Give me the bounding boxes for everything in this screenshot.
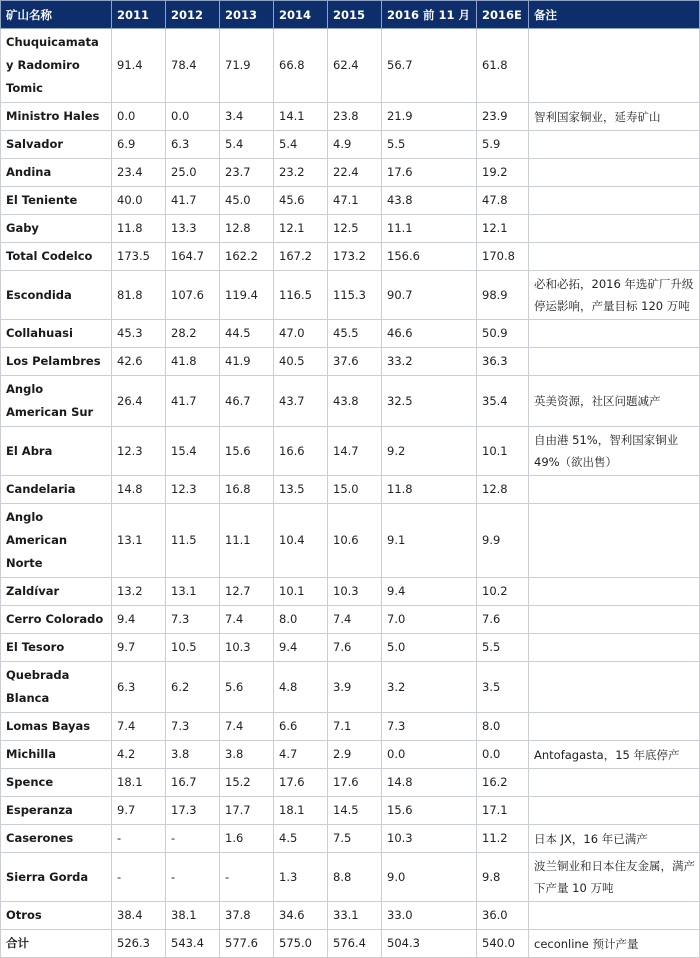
table-row <box>1 713 700 741</box>
value-cell: 7.0 <box>382 606 477 634</box>
value-cell: 4.2 <box>112 741 166 769</box>
note-cell <box>529 902 700 930</box>
value-cell: 164.7 <box>166 243 220 271</box>
table-row <box>1 606 700 634</box>
value-cell: 14.1 <box>274 103 328 131</box>
value-cell: 14.8 <box>382 769 477 797</box>
value-cell: 10.6 <box>328 504 382 578</box>
value-cell: 7.6 <box>477 606 529 634</box>
value-cell: 3.4 <box>220 103 274 131</box>
value-cell: 12.8 <box>220 215 274 243</box>
value-cell: 173.5 <box>112 243 166 271</box>
value-cell: 7.4 <box>220 713 274 741</box>
value-cell: 45.5 <box>328 320 382 348</box>
mine-name-cell: El Tesoro <box>1 634 112 662</box>
value-cell: 47.1 <box>328 187 382 215</box>
value-cell: 577.6 <box>220 930 274 958</box>
value-cell: 8.0 <box>274 606 328 634</box>
value-cell: 11.2 <box>477 825 529 853</box>
value-cell: 119.4 <box>220 271 274 320</box>
mine-name-cell: Sierra Gorda <box>1 853 112 902</box>
value-cell: 91.4 <box>112 29 166 103</box>
value-cell: 16.7 <box>166 769 220 797</box>
value-cell: 15.6 <box>382 797 477 825</box>
value-cell: 78.4 <box>166 29 220 103</box>
value-cell: 25.0 <box>166 159 220 187</box>
value-cell: 0.0 <box>112 103 166 131</box>
column-header: 2015 <box>328 1 382 29</box>
value-cell: 5.5 <box>382 131 477 159</box>
value-cell: 36.0 <box>477 902 529 930</box>
value-cell: 116.5 <box>274 271 328 320</box>
note-cell <box>529 769 700 797</box>
value-cell: 162.2 <box>220 243 274 271</box>
table-row <box>1 320 700 348</box>
value-cell: 8.0 <box>477 713 529 741</box>
value-cell: 9.0 <box>382 853 477 902</box>
table-body <box>1 29 700 958</box>
value-cell: 7.3 <box>382 713 477 741</box>
value-cell: 9.4 <box>112 606 166 634</box>
value-cell: 61.8 <box>477 29 529 103</box>
value-cell: 526.3 <box>112 930 166 958</box>
value-cell: 16.8 <box>220 476 274 504</box>
mine-name-cell: Salvador <box>1 131 112 159</box>
table-row <box>1 103 700 131</box>
table-row <box>1 476 700 504</box>
value-cell: 46.7 <box>220 376 274 427</box>
value-cell: 43.8 <box>382 187 477 215</box>
value-cell: 14.7 <box>328 427 382 476</box>
note-cell: ceconline 预计产量 <box>529 930 700 958</box>
value-cell: 23.4 <box>112 159 166 187</box>
table-row <box>1 427 700 476</box>
table-row <box>1 769 700 797</box>
value-cell: 543.4 <box>166 930 220 958</box>
value-cell: 17.6 <box>382 159 477 187</box>
value-cell: 11.1 <box>382 215 477 243</box>
mine-name-cell: Lomas Bayas <box>1 713 112 741</box>
value-cell: 9.8 <box>477 853 529 902</box>
value-cell: 0.0 <box>477 741 529 769</box>
note-cell <box>529 243 700 271</box>
note-cell <box>529 215 700 243</box>
note-cell: 日本 JX，16 年已满产 <box>529 825 700 853</box>
value-cell: 17.7 <box>220 797 274 825</box>
column-header: 2016 前 11 月 <box>382 1 477 29</box>
note-cell <box>529 797 700 825</box>
value-cell: 10.1 <box>477 427 529 476</box>
table-row <box>1 29 700 103</box>
value-cell: - <box>166 825 220 853</box>
value-cell: 36.3 <box>477 348 529 376</box>
value-cell: 12.7 <box>220 578 274 606</box>
value-cell: - <box>166 853 220 902</box>
value-cell: 12.1 <box>477 215 529 243</box>
note-cell <box>529 606 700 634</box>
value-cell: 173.2 <box>328 243 382 271</box>
value-cell: - <box>112 853 166 902</box>
value-cell: 0.0 <box>382 741 477 769</box>
note-cell <box>529 348 700 376</box>
mine-name-cell: Spence <box>1 769 112 797</box>
value-cell: 23.7 <box>220 159 274 187</box>
value-cell: 4.8 <box>274 662 328 713</box>
value-cell: 107.6 <box>166 271 220 320</box>
value-cell: 11.8 <box>382 476 477 504</box>
value-cell: 17.6 <box>274 769 328 797</box>
value-cell: 9.2 <box>382 427 477 476</box>
value-cell: 5.4 <box>274 131 328 159</box>
value-cell: 10.3 <box>382 825 477 853</box>
value-cell: 13.5 <box>274 476 328 504</box>
note-cell: 必和必拓，2016 年选矿厂升级停运影响，产量目标 120 万吨 <box>529 271 700 320</box>
value-cell: 23.9 <box>477 103 529 131</box>
value-cell: 21.9 <box>382 103 477 131</box>
value-cell: 66.8 <box>274 29 328 103</box>
value-cell: 576.4 <box>328 930 382 958</box>
value-cell: 45.3 <box>112 320 166 348</box>
mine-name-cell: Escondida <box>1 271 112 320</box>
value-cell: 8.8 <box>328 853 382 902</box>
value-cell: 6.9 <box>112 131 166 159</box>
value-cell: 7.4 <box>112 713 166 741</box>
value-cell: 47.8 <box>477 187 529 215</box>
mine-name-cell: Andina <box>1 159 112 187</box>
value-cell: 38.1 <box>166 902 220 930</box>
mine-name-cell: Otros <box>1 902 112 930</box>
value-cell: 156.6 <box>382 243 477 271</box>
value-cell: 3.5 <box>477 662 529 713</box>
table-row <box>1 853 700 902</box>
table-row <box>1 215 700 243</box>
value-cell: 33.2 <box>382 348 477 376</box>
mine-name-cell: Caserones <box>1 825 112 853</box>
value-cell: 18.1 <box>274 797 328 825</box>
value-cell: 6.2 <box>166 662 220 713</box>
note-cell <box>529 634 700 662</box>
value-cell: 81.8 <box>112 271 166 320</box>
value-cell: 42.6 <box>112 348 166 376</box>
table-row <box>1 131 700 159</box>
value-cell: 13.2 <box>112 578 166 606</box>
value-cell: 15.4 <box>166 427 220 476</box>
value-cell: 6.3 <box>112 662 166 713</box>
mine-name-cell: Michilla <box>1 741 112 769</box>
value-cell: 16.6 <box>274 427 328 476</box>
value-cell: 43.8 <box>328 376 382 427</box>
table-header-row <box>1 1 700 29</box>
table-row <box>1 662 700 713</box>
value-cell: 4.5 <box>274 825 328 853</box>
value-cell: 7.4 <box>328 606 382 634</box>
note-cell <box>529 662 700 713</box>
value-cell: 10.3 <box>220 634 274 662</box>
value-cell: 18.1 <box>112 769 166 797</box>
table-row <box>1 578 700 606</box>
value-cell: 28.2 <box>166 320 220 348</box>
table-row <box>1 348 700 376</box>
value-cell: 12.3 <box>166 476 220 504</box>
value-cell: 15.2 <box>220 769 274 797</box>
value-cell: 10.5 <box>166 634 220 662</box>
value-cell: 7.3 <box>166 606 220 634</box>
value-cell: 115.3 <box>328 271 382 320</box>
column-header: 2012 <box>166 1 220 29</box>
value-cell: 7.5 <box>328 825 382 853</box>
value-cell: 44.5 <box>220 320 274 348</box>
mine-name-cell: Ministro Hales <box>1 103 112 131</box>
value-cell: 38.4 <box>112 902 166 930</box>
table-row <box>1 634 700 662</box>
value-cell: 98.9 <box>477 271 529 320</box>
value-cell: 9.7 <box>112 634 166 662</box>
value-cell: 71.9 <box>220 29 274 103</box>
value-cell: 14.5 <box>328 797 382 825</box>
value-cell: 10.1 <box>274 578 328 606</box>
value-cell: 9.1 <box>382 504 477 578</box>
value-cell: 540.0 <box>477 930 529 958</box>
value-cell: 15.0 <box>328 476 382 504</box>
value-cell: 3.2 <box>382 662 477 713</box>
value-cell: 167.2 <box>274 243 328 271</box>
value-cell: - <box>112 825 166 853</box>
value-cell: 32.5 <box>382 376 477 427</box>
value-cell: 23.8 <box>328 103 382 131</box>
value-cell: 41.7 <box>166 376 220 427</box>
value-cell: 15.6 <box>220 427 274 476</box>
value-cell: 13.1 <box>166 578 220 606</box>
table-row <box>1 797 700 825</box>
table-row <box>1 504 700 578</box>
table-row <box>1 825 700 853</box>
note-cell <box>529 504 700 578</box>
column-header: 备注 <box>529 1 700 29</box>
note-cell <box>529 159 700 187</box>
value-cell: 170.8 <box>477 243 529 271</box>
value-cell: 33.0 <box>382 902 477 930</box>
column-header: 2014 <box>274 1 328 29</box>
mine-name-cell: Anglo American Norte <box>1 504 112 578</box>
value-cell: 17.1 <box>477 797 529 825</box>
value-cell: 23.2 <box>274 159 328 187</box>
value-cell: 37.6 <box>328 348 382 376</box>
value-cell: 3.8 <box>166 741 220 769</box>
value-cell: 504.3 <box>382 930 477 958</box>
value-cell: 3.9 <box>328 662 382 713</box>
value-cell: 14.8 <box>112 476 166 504</box>
value-cell: 575.0 <box>274 930 328 958</box>
mine-name-cell: Quebrada Blanca <box>1 662 112 713</box>
mine-name-cell: Esperanza <box>1 797 112 825</box>
value-cell: 9.4 <box>274 634 328 662</box>
note-cell <box>529 578 700 606</box>
mine-name-cell: Anglo American Sur <box>1 376 112 427</box>
mine-name-cell: Candelaria <box>1 476 112 504</box>
value-cell: - <box>220 853 274 902</box>
value-cell: 12.1 <box>274 215 328 243</box>
value-cell: 3.8 <box>220 741 274 769</box>
value-cell: 9.9 <box>477 504 529 578</box>
value-cell: 37.8 <box>220 902 274 930</box>
table-row <box>1 930 700 958</box>
value-cell: 33.1 <box>328 902 382 930</box>
mine-name-cell: El Abra <box>1 427 112 476</box>
note-cell: 自由港 51%，智利国家铜业 49%（欲出售） <box>529 427 700 476</box>
value-cell: 4.7 <box>274 741 328 769</box>
table-row <box>1 376 700 427</box>
value-cell: 16.2 <box>477 769 529 797</box>
value-cell: 1.3 <box>274 853 328 902</box>
value-cell: 11.1 <box>220 504 274 578</box>
value-cell: 47.0 <box>274 320 328 348</box>
column-header: 2016E <box>477 1 529 29</box>
mine-name-cell: Total Codelco <box>1 243 112 271</box>
value-cell: 46.6 <box>382 320 477 348</box>
value-cell: 0.0 <box>166 103 220 131</box>
note-cell <box>529 131 700 159</box>
value-cell: 41.9 <box>220 348 274 376</box>
value-cell: 45.0 <box>220 187 274 215</box>
value-cell: 41.7 <box>166 187 220 215</box>
note-cell <box>529 320 700 348</box>
mine-name-cell: Cerro Colorado <box>1 606 112 634</box>
note-cell: 波兰铜业和日本住友金属，满产下产量 10 万吨 <box>529 853 700 902</box>
table-row <box>1 243 700 271</box>
value-cell: 50.9 <box>477 320 529 348</box>
value-cell: 2.9 <box>328 741 382 769</box>
value-cell: 22.4 <box>328 159 382 187</box>
value-cell: 35.4 <box>477 376 529 427</box>
value-cell: 40.5 <box>274 348 328 376</box>
value-cell: 12.8 <box>477 476 529 504</box>
value-cell: 5.6 <box>220 662 274 713</box>
value-cell: 10.2 <box>477 578 529 606</box>
mine-name-cell: Zaldívar <box>1 578 112 606</box>
value-cell: 7.6 <box>328 634 382 662</box>
mine-name-cell: Collahuasi <box>1 320 112 348</box>
table-row <box>1 902 700 930</box>
mine-name-cell: El Teniente <box>1 187 112 215</box>
value-cell: 5.0 <box>382 634 477 662</box>
value-cell: 1.6 <box>220 825 274 853</box>
note-cell: 英美资源，社区问题减产 <box>529 376 700 427</box>
value-cell: 11.5 <box>166 504 220 578</box>
note-cell <box>529 476 700 504</box>
value-cell: 6.6 <box>274 713 328 741</box>
value-cell: 17.6 <box>328 769 382 797</box>
value-cell: 40.0 <box>112 187 166 215</box>
table-row <box>1 159 700 187</box>
value-cell: 11.8 <box>112 215 166 243</box>
value-cell: 6.3 <box>166 131 220 159</box>
value-cell: 17.3 <box>166 797 220 825</box>
note-cell: 智利国家铜业，延寿矿山 <box>529 103 700 131</box>
note-cell <box>529 187 700 215</box>
note-cell <box>529 29 700 103</box>
value-cell: 4.9 <box>328 131 382 159</box>
value-cell: 45.6 <box>274 187 328 215</box>
value-cell: 9.4 <box>382 578 477 606</box>
value-cell: 90.7 <box>382 271 477 320</box>
mine-name-cell: 合计 <box>1 930 112 958</box>
value-cell: 34.6 <box>274 902 328 930</box>
note-cell <box>529 713 700 741</box>
value-cell: 43.7 <box>274 376 328 427</box>
column-header: 2013 <box>220 1 274 29</box>
value-cell: 19.2 <box>477 159 529 187</box>
value-cell: 7.1 <box>328 713 382 741</box>
value-cell: 10.4 <box>274 504 328 578</box>
value-cell: 7.3 <box>166 713 220 741</box>
value-cell: 9.7 <box>112 797 166 825</box>
mine-name-cell: Los Pelambres <box>1 348 112 376</box>
value-cell: 5.4 <box>220 131 274 159</box>
value-cell: 62.4 <box>328 29 382 103</box>
value-cell: 5.9 <box>477 131 529 159</box>
table-row <box>1 187 700 215</box>
value-cell: 12.3 <box>112 427 166 476</box>
value-cell: 7.4 <box>220 606 274 634</box>
table-row <box>1 271 700 320</box>
note-cell: Antofagasta，15 年底停产 <box>529 741 700 769</box>
column-header: 矿山名称 <box>1 1 112 29</box>
value-cell: 26.4 <box>112 376 166 427</box>
value-cell: 41.8 <box>166 348 220 376</box>
value-cell: 5.5 <box>477 634 529 662</box>
value-cell: 10.3 <box>328 578 382 606</box>
value-cell: 13.3 <box>166 215 220 243</box>
table-row <box>1 741 700 769</box>
mine-name-cell: Gaby <box>1 215 112 243</box>
mine-name-cell: Chuquicamata y Radomiro Tomic <box>1 29 112 103</box>
value-cell: 12.5 <box>328 215 382 243</box>
value-cell: 56.7 <box>382 29 477 103</box>
column-header: 2011 <box>112 1 166 29</box>
value-cell: 13.1 <box>112 504 166 578</box>
